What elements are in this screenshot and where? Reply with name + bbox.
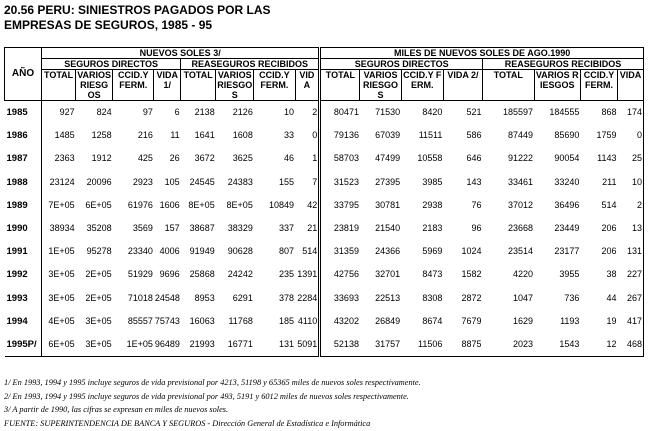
table-cell: 38 <box>606 269 617 280</box>
table-cell: 4220 <box>513 269 534 280</box>
table-cell: 96489 <box>154 333 181 357</box>
table-cell: 143 <box>466 176 482 187</box>
col-header: TOTAL <box>181 70 216 101</box>
table-cell: 24383 <box>227 176 253 187</box>
footnote-1: 1/ En 1993, 1994 y 1995 incluye seguros de vida previsional por 4213, 51198 y 65365 miles de nuevos soles respectivamente. <box>4 378 421 387</box>
table-cell: 85557 <box>127 315 153 326</box>
table-cell: 30781 <box>375 199 401 210</box>
col-header: TOTAL <box>483 70 535 101</box>
table-cell: 46 <box>284 153 295 164</box>
table-cell: 12 <box>580 333 617 357</box>
subgroup-reaseguros-right: REASEGUROS RECIBIDOS <box>483 59 644 70</box>
table-cell: 1024 <box>461 246 482 257</box>
table-cell: 3955 <box>559 269 580 280</box>
table-row <box>5 240 644 263</box>
table-cell: 19 <box>606 315 617 326</box>
table-cell: 1143 <box>597 153 617 164</box>
table-cell: 7E+05 <box>48 199 75 210</box>
table-cell: 42 <box>295 194 320 217</box>
table-cell: 22513 <box>375 292 401 303</box>
table-cell: 90628 <box>227 246 253 257</box>
table-cell: 3E+05 <box>48 292 75 303</box>
table-cell: 1608 <box>232 130 253 141</box>
table-cell: 8420 <box>422 107 443 118</box>
table-cell: 3672 <box>194 153 215 164</box>
table-cell: 235 <box>279 269 295 280</box>
subgroup-reaseguros-left: REASEGUROS RECIBIDOS <box>181 59 320 70</box>
table-row <box>5 147 644 170</box>
table-row <box>5 310 644 333</box>
col-header: VARIOS RIESGOS <box>217 70 253 100</box>
table-cell: 23449 <box>554 223 580 234</box>
row-year: 1994 <box>5 310 42 333</box>
table-cell: 10558 <box>417 153 443 164</box>
table-row <box>5 194 644 217</box>
table-cell: 87449 <box>508 130 534 141</box>
table-cell: 42756 <box>333 269 359 280</box>
year-header: AÑO <box>5 48 42 101</box>
table-cell: 2E+05 <box>85 269 112 280</box>
table-cell: 71018 <box>127 292 153 303</box>
table-cell: 24366 <box>375 246 401 257</box>
table-cell: 1E+05 <box>113 333 154 357</box>
row-year: 1986 <box>5 124 42 147</box>
table-cell: 16771 <box>216 333 254 357</box>
table-cell: 52138 <box>320 333 360 357</box>
col-header: VARIOS RIESGOS <box>534 70 580 101</box>
table-row <box>5 124 644 147</box>
table-cell: 174 <box>618 101 644 125</box>
table-cell: 1258 <box>91 130 112 141</box>
table-cell: 824 <box>96 107 112 118</box>
table-cell: 4E+05 <box>48 315 75 326</box>
table-cell: 26849 <box>375 315 401 326</box>
table-cell: 61976 <box>127 199 153 210</box>
table-cell: 6 <box>174 107 180 118</box>
table-cell: 31757 <box>360 333 401 357</box>
group-header-nuevos-soles: NUEVOS SOLES 3/ <box>42 48 320 59</box>
page-title <box>4 3 271 33</box>
table-cell: 25868 <box>189 269 215 280</box>
table-cell: 33461 <box>508 176 534 187</box>
table-cell: 38934 <box>49 223 75 234</box>
table-cell: 90054 <box>554 153 580 164</box>
row-year: 1993 <box>5 287 42 310</box>
table-cell: 97 <box>142 107 153 118</box>
col-header: VIDA 1/ <box>154 70 181 101</box>
table-cell: 378 <box>279 292 295 303</box>
table-cell: 37012 <box>508 199 534 210</box>
table-cell: 21993 <box>181 333 216 357</box>
col-header: CCID.Y FERM. <box>580 70 617 101</box>
row-year: 1991 <box>5 240 42 263</box>
table-cell: 79136 <box>333 130 359 141</box>
table-cell: 32701 <box>375 269 401 280</box>
table-cell: 206 <box>601 223 617 234</box>
col-header: TOTAL <box>320 70 360 101</box>
table-cell: 6291 <box>232 292 253 303</box>
table-cell: 85690 <box>554 130 580 141</box>
table-cell: 16063 <box>189 315 215 326</box>
table-cell: 25 <box>618 147 644 170</box>
row-year: 1985 <box>5 101 42 125</box>
col-header: VARIOS RIESGOS <box>77 70 112 100</box>
table-cell: 2923 <box>132 176 153 187</box>
table-row <box>5 333 644 357</box>
table-cell: 646 <box>466 153 482 164</box>
table-cell: 216 <box>137 130 153 141</box>
table-cell: 211 <box>602 176 617 187</box>
row-year: 1992 <box>5 263 42 286</box>
row-year: 1987 <box>5 147 42 170</box>
table-cell: 417 <box>618 310 644 333</box>
table-cell: 337 <box>279 223 295 234</box>
footnote-source: FUENTE: SUPERINTENDENCIA DE BANCA Y SEGUROS - Dirección General de Estadística e Informática <box>4 419 371 428</box>
table-cell: 2183 <box>422 223 443 234</box>
subgroup-seguros-directos-left: SEGUROS DIRECTOS <box>42 59 181 70</box>
title-line-2: EMPRESAS DE SEGUROS, 1985 - 95 <box>4 18 213 32</box>
table-cell: 8E+05 <box>226 199 253 210</box>
table-cell: 6E+05 <box>85 199 112 210</box>
table-cell: 44 <box>606 292 617 303</box>
table-cell: 91949 <box>189 246 215 257</box>
header-row-groups <box>5 48 644 59</box>
col-header: VIDA <box>295 70 320 101</box>
table-cell: 33795 <box>333 199 359 210</box>
table-cell: 586 <box>466 130 482 141</box>
table-cell: 43202 <box>333 315 359 326</box>
table-cell: 1759 <box>596 130 617 141</box>
table-cell: 105 <box>164 176 180 187</box>
table-cell: 27395 <box>375 176 401 187</box>
table-cell: 157 <box>164 223 180 234</box>
table-cell: 33240 <box>554 176 580 187</box>
table-cell: 23177 <box>554 246 580 257</box>
table-cell: 23668 <box>508 223 534 234</box>
table-cell: 36496 <box>554 199 580 210</box>
table-cell: 67039 <box>375 130 401 141</box>
table-cell: 2872 <box>461 292 482 303</box>
table-cell: 58703 <box>333 153 359 164</box>
table-row <box>5 217 644 240</box>
table-cell: 1582 <box>461 269 482 280</box>
col-header: CCID.Y FERM. <box>401 70 443 101</box>
table-cell: 5091 <box>295 333 320 357</box>
table-cell: 514 <box>295 240 320 263</box>
table-cell: 514 <box>601 199 617 210</box>
table-cell: 6E+05 <box>42 333 76 357</box>
table-cell: 2938 <box>422 199 443 210</box>
table-cell: 23514 <box>508 246 534 257</box>
table-cell: 21 <box>295 217 320 240</box>
table-cell: 8875 <box>443 333 482 357</box>
table-cell: 2023 <box>483 333 535 357</box>
table-cell: 2E+05 <box>85 292 112 303</box>
footnote-2: 2/ En 1993, 1994 y 1995 incluye seguros de vida previsional por 493, 5191 y 6012 miles de nuevos soles respectivamente. <box>4 392 409 401</box>
table-cell: 71530 <box>375 107 401 118</box>
table-cell: 1606 <box>159 199 180 210</box>
table-cell: 267 <box>618 287 644 310</box>
table-cell: 736 <box>564 292 580 303</box>
header-row-subgroups <box>5 59 644 70</box>
table-row <box>5 171 644 194</box>
table-cell: 1E+05 <box>48 246 75 257</box>
table-cell: 21540 <box>375 223 401 234</box>
table-cell: 24242 <box>227 269 253 280</box>
table-cell: 4006 <box>159 246 180 257</box>
table-cell: 184555 <box>549 107 580 118</box>
table-cell: 2126 <box>232 107 253 118</box>
table-cell: 425 <box>137 153 153 164</box>
table-cell: 33693 <box>333 292 359 303</box>
table-cell: 3985 <box>422 176 443 187</box>
table-row <box>5 101 644 125</box>
table-cell: 3E+05 <box>85 315 112 326</box>
table-cell: 80471 <box>333 107 359 118</box>
table-cell: 1485 <box>54 130 75 141</box>
table-cell: 1391 <box>295 263 320 286</box>
footnote-3: 3/ A partir de 1990, las cifras se expresan en miles de nuevos soles. <box>4 405 229 414</box>
table-cell: 468 <box>618 333 644 357</box>
table-cell: 2363 <box>54 153 75 164</box>
table-cell: 1629 <box>513 315 534 326</box>
table-body <box>5 101 644 357</box>
table-cell: 95278 <box>86 246 112 257</box>
table-cell: 5969 <box>422 246 443 257</box>
table-cell: 2138 <box>194 107 215 118</box>
table-cell: 7 <box>295 171 320 194</box>
table-cell: 521 <box>466 107 482 118</box>
table-cell: 868 <box>601 107 617 118</box>
table-cell: 1543 <box>534 333 580 357</box>
table-cell: 3E+05 <box>76 333 113 357</box>
table-cell: 1193 <box>560 315 580 326</box>
table-cell: 38687 <box>189 223 215 234</box>
table-cell: 8953 <box>194 292 215 303</box>
table-cell: 0 <box>295 124 320 147</box>
col-header: VIDA 2/ <box>443 70 482 101</box>
subgroup-seguros-directos-right: SEGUROS DIRECTOS <box>320 59 483 70</box>
col-header: CCID.Y FERM. <box>254 70 295 101</box>
table-cell: 20096 <box>86 176 112 187</box>
table-cell: 8E+05 <box>188 199 215 210</box>
table-cell: 1641 <box>194 130 215 141</box>
table-cell: 2 <box>618 194 644 217</box>
table-cell: 11506 <box>401 333 443 357</box>
col-header: TOTAL <box>42 70 76 101</box>
table-cell: 10 <box>284 107 295 118</box>
table-cell: 47499 <box>375 153 401 164</box>
table-cell: 1 <box>295 147 320 170</box>
table-cell: 8473 <box>422 269 443 280</box>
table-row <box>5 263 644 286</box>
table-cell: 35208 <box>86 223 112 234</box>
group-header-miles-nuevos-soles: MILES DE NUEVOS SOLES DE AGO.1990 <box>320 48 644 59</box>
col-header: CCID.Y FERM. <box>113 70 154 101</box>
table-cell: 11 <box>170 130 180 141</box>
table-cell: 155 <box>279 176 295 187</box>
table-cell: 13 <box>618 217 644 240</box>
table-cell: 8674 <box>422 315 443 326</box>
header-row-columns <box>5 70 644 101</box>
table-cell: 91222 <box>508 153 534 164</box>
table-cell: 3569 <box>132 223 153 234</box>
table-row <box>5 287 644 310</box>
col-header: VARIOS RIESGOS <box>360 70 401 101</box>
table-cell: 38329 <box>227 223 253 234</box>
table-cell: 7679 <box>461 315 482 326</box>
table-cell: 96 <box>471 223 482 234</box>
table-cell: 185597 <box>503 107 534 118</box>
col-header: VIDA <box>618 70 644 101</box>
table-cell: 3625 <box>232 153 253 164</box>
table-cell: 8308 <box>422 292 443 303</box>
table-cell: 131 <box>254 333 295 357</box>
table-cell: 31359 <box>333 246 359 257</box>
table-cell: 131 <box>618 240 644 263</box>
table-cell: 23819 <box>333 223 359 234</box>
row-year: 1990 <box>5 217 42 240</box>
table-cell: 33 <box>284 130 295 141</box>
table-cell: 11768 <box>228 315 253 326</box>
table-cell: 24548 <box>154 292 180 303</box>
title-line-1: 20.56 PERU: SINIESTROS PAGADOS POR LAS <box>4 3 271 17</box>
table-cell: 4110 <box>295 310 320 333</box>
table-cell: 2284 <box>295 287 320 310</box>
table-cell: 23340 <box>127 246 153 257</box>
table-cell: 227 <box>618 263 644 286</box>
row-year: 1995P/ <box>5 333 42 357</box>
table-cell: 927 <box>59 107 75 118</box>
table-cell: 1047 <box>513 292 534 303</box>
table-cell: 1912 <box>91 153 112 164</box>
table-cell: 23124 <box>49 176 75 187</box>
table-cell: 26 <box>169 153 180 164</box>
table-cell: 24545 <box>189 176 215 187</box>
row-year: 1988 <box>5 171 42 194</box>
table-cell: 9696 <box>159 269 180 280</box>
table-cell: 11511 <box>418 130 443 141</box>
table-cell: 75743 <box>154 315 180 326</box>
claims-table <box>4 47 644 357</box>
table-cell: 10849 <box>269 199 295 210</box>
table-cell: 76 <box>471 199 482 210</box>
table-cell: 206 <box>601 246 617 257</box>
row-year: 1989 <box>5 194 42 217</box>
table-cell: 10 <box>618 171 644 194</box>
table-cell: 0 <box>618 124 644 147</box>
table-cell: 807 <box>279 246 295 257</box>
table-cell: 2 <box>295 101 320 125</box>
table-cell: 31523 <box>333 176 359 187</box>
table-cell: 185 <box>279 315 295 326</box>
table-cell: 51929 <box>127 269 153 280</box>
table-cell: 3E+05 <box>48 269 75 280</box>
